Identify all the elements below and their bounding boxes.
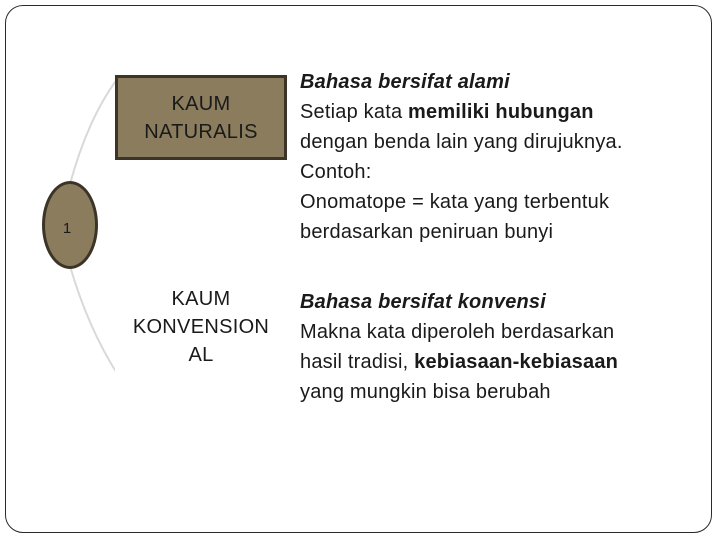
- naturalis-heading: Bahasa bersifat alami: [300, 71, 510, 93]
- konvensional-line2: [300, 347, 700, 377]
- kaum-naturalis-label-line2: NATURALIS: [144, 120, 258, 143]
- naturalis-line1: [300, 97, 700, 127]
- kaum-konvensional-label-line3: AL: [188, 344, 214, 366]
- konvensional-line3: yang mungkin bisa berubah: [300, 381, 551, 403]
- naturalis-line1-text: Setiap kata: [300, 101, 409, 123]
- naturalis-line5: berdasarkan peniruan bunyi: [300, 221, 554, 243]
- naturalis-line1-bold: memiliki hubungan: [408, 101, 594, 123]
- naturalis-line4: Onomatope = kata yang terbentuk: [300, 191, 610, 213]
- kaum-naturalis-label-line1: KAUM: [171, 92, 231, 115]
- kaum-naturalis-box: [115, 75, 287, 160]
- naturalis-line2: dengan benda lain yang dirujuknya.: [300, 131, 623, 153]
- kaum-konvensional-box: [115, 285, 287, 377]
- connector-bottom: [70, 266, 118, 375]
- kaum-konvensional-label-line1: KAUM: [171, 288, 231, 310]
- konvensional-heading: Bahasa bersifat konvensi: [300, 291, 547, 313]
- connector-top: [70, 78, 118, 184]
- naturalis-line3: Contoh:: [300, 161, 372, 183]
- node-number: 1: [62, 219, 72, 237]
- kaum-konvensional-label-line2: KONVENSION: [132, 316, 270, 338]
- konvensional-line2-text: hasil tradisi,: [300, 351, 415, 373]
- konvensional-line1: Makna kata diperoleh berdasarkan: [300, 321, 615, 343]
- naturalis-description: [300, 67, 700, 247]
- node-circle: [42, 181, 98, 269]
- konvensional-description: [300, 287, 700, 407]
- konvensional-line2-bold: kebiasaan-kebiasaan: [414, 351, 619, 373]
